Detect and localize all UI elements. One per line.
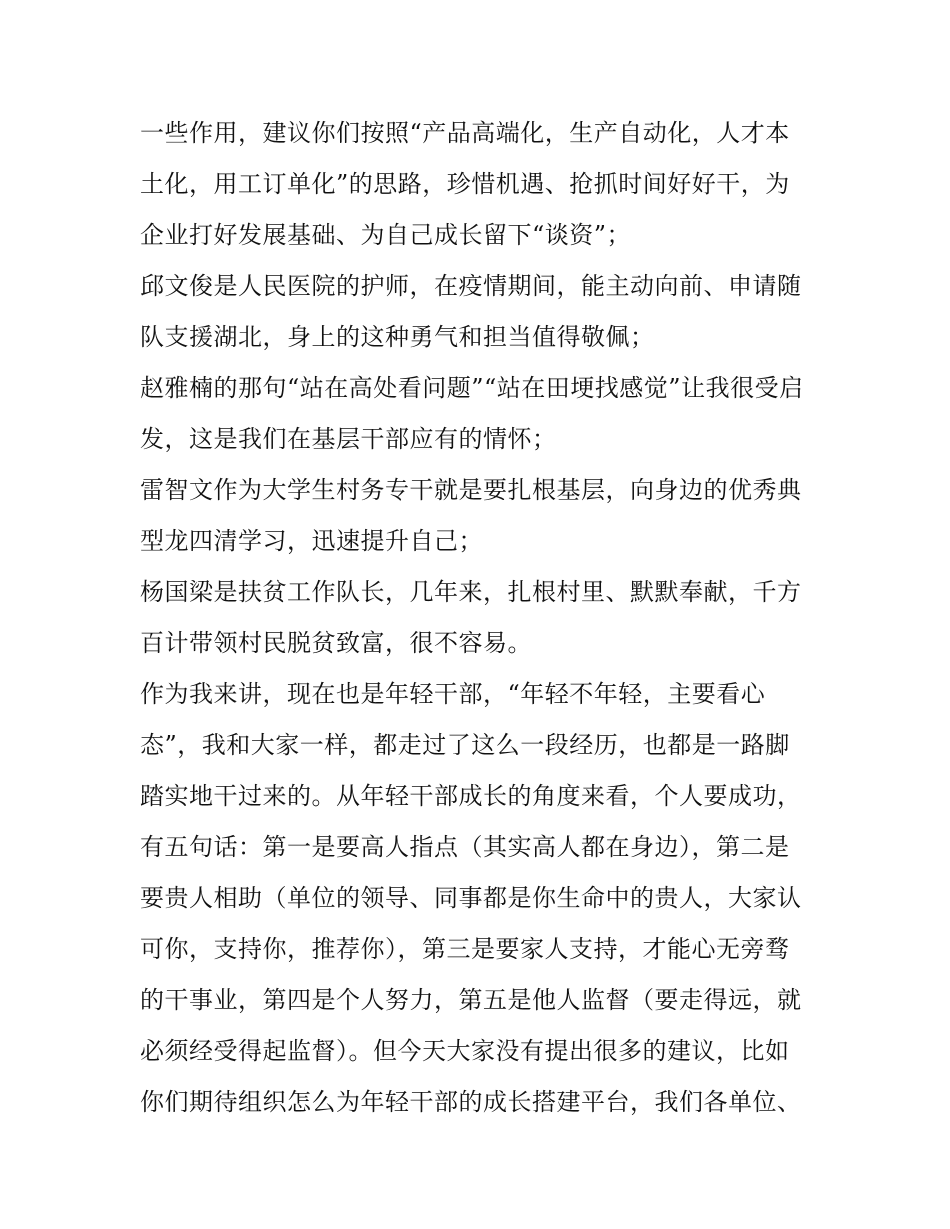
text-line: 发，这是我们在基层干部应有的情怀； [140, 425, 557, 453]
text-line: 邱文俊是人民医院的护师，在疫情期间，能主动向前、申请随 [140, 272, 802, 300]
text-line: 可你，支持你，推荐你），第三是要家人支持，才能心无旁骛 [140, 935, 790, 963]
body-text [140, 108, 820, 1128]
text-line: 雷智文作为大学生村务专干就是要扎根基层，向身边的优秀典 [140, 476, 802, 504]
text-line: 赵雅楠的那句“站在高处看问题”“站在田埂找感觉”让我很受启 [140, 374, 804, 402]
text-line: 的干事业，第四是个人努力，第五是他人监督（要走得远，就 [140, 986, 802, 1014]
text-line: 你们期待组织怎么为年轻干部的成长搭建平台，我们各单位、 [140, 1088, 802, 1116]
text-line: 作为我来讲，现在也是年轻干部，“年轻不年轻，主要看心 [140, 680, 766, 708]
text-line: 一些作用，建议你们按照“产品高端化，生产自动化，人才本 [140, 119, 790, 147]
text-line: 杨国梁是扶贫工作队长，几年来，扎根村里、默默奉献，千方 [140, 578, 802, 606]
text-line: 有五句话：第一是要高人指点（其实高人都在身边），第二是 [140, 833, 790, 861]
text-line: 必须经受得起监督）。但今天大家没有提出很多的建议，比如 [140, 1037, 790, 1065]
text-line: 型龙四清学习，迅速提升自己； [140, 527, 483, 555]
text-line: 企业打好发展基础、为自己成长留下“谈资”； [140, 221, 632, 249]
text-line: 队支援湖北，身上的这种勇气和担当值得敬佩； [140, 323, 655, 351]
text-line: 百计带领村民脱贫致富，很不容易。 [140, 629, 532, 657]
text-line: 踏实地干过来的。从年轻干部成长的角度来看，个人要成功， [140, 782, 802, 810]
text-line: 态”，我和大家一样，都走过了这么一段经历，也都是一路脚 [140, 731, 790, 759]
text-line: 要贵人相助（单位的领导、同事都是你生命中的贵人，大家认 [140, 884, 802, 912]
text-line: 土化，用工订单化”的思路，珍惜机遇、抢抓时间好好干，为 [140, 170, 790, 198]
